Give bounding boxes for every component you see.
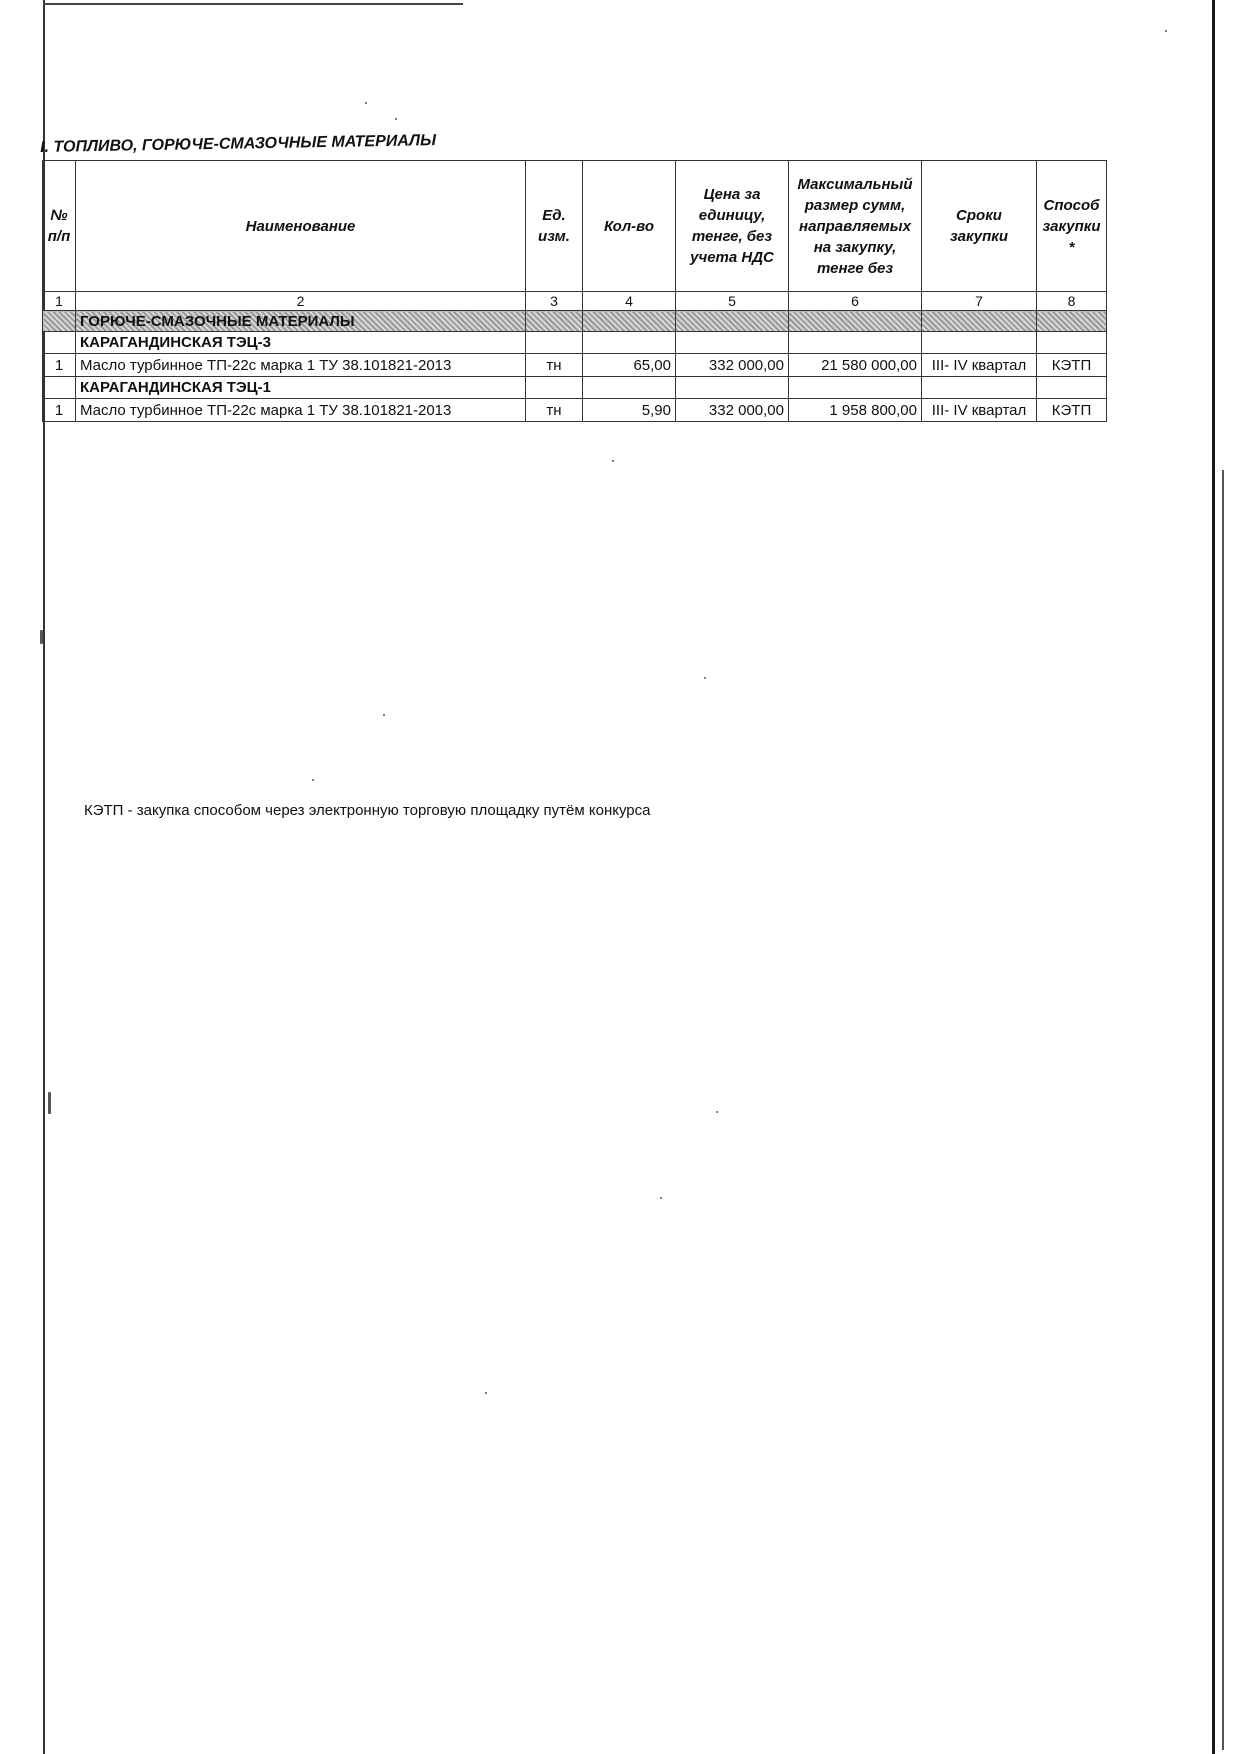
group-cell-empty	[526, 377, 583, 399]
group-cell-empty	[1037, 332, 1107, 354]
column-number: 4	[583, 292, 676, 311]
group-cell-empty	[922, 332, 1037, 354]
row-unit: тн	[526, 399, 583, 422]
scan-speck	[383, 714, 385, 716]
column-number-row	[43, 292, 1107, 311]
category-cell-empty	[1037, 311, 1107, 332]
row-terms: III- IV квартал	[922, 399, 1037, 422]
column-number: 2	[76, 292, 526, 311]
header-name: Наименование	[76, 161, 526, 292]
scan-speck	[660, 1197, 662, 1199]
row-max-sum: 21 580 000,00	[789, 354, 922, 377]
row-price: 332 000,00	[676, 399, 789, 422]
scan-speck	[716, 1111, 718, 1113]
procurement-table	[42, 160, 1107, 422]
header-max-sum: Максимальный размер сумм, направляемых на закупку, тенге без	[789, 161, 922, 292]
scan-speck	[395, 118, 397, 120]
row-max-sum: 1 958 800,00	[789, 399, 922, 422]
row-method: КЭТП	[1037, 399, 1107, 422]
header-qty: Кол-во	[583, 161, 676, 292]
table-header-row	[43, 161, 1107, 292]
category-cell-empty	[526, 311, 583, 332]
category-cell-empty	[583, 311, 676, 332]
header-num: № п/п	[43, 161, 76, 292]
scan-speck	[1165, 30, 1167, 32]
row-name: Масло турбинное ТП-22с марка 1 ТУ 38.101821-2013	[76, 399, 526, 422]
scan-speck	[704, 677, 706, 679]
group-cell-empty	[789, 332, 922, 354]
header-unit: Ед. изм.	[526, 161, 583, 292]
scan-speck	[312, 779, 314, 781]
row-qty: 5,90	[583, 399, 676, 422]
column-number: 1	[43, 292, 76, 311]
column-number: 3	[526, 292, 583, 311]
scan-speck	[612, 460, 614, 462]
group-cell-empty	[1037, 377, 1107, 399]
group-row	[43, 332, 1107, 354]
scan-mark	[40, 630, 43, 644]
group-cell-empty	[583, 377, 676, 399]
header-method: Способ закупки *	[1037, 161, 1107, 292]
scan-edge-right	[1212, 0, 1215, 1754]
group-name: КАРАГАНДИНСКАЯ ТЭЦ-3	[76, 332, 526, 354]
category-cell-empty	[676, 311, 789, 332]
row-unit: тн	[526, 354, 583, 377]
table-row	[43, 399, 1107, 422]
footnote: КЭТП - закупка способом через электронную торговую площадку путём конкурса	[84, 802, 651, 819]
group-row	[43, 377, 1107, 399]
section-title: I. ТОПЛИВО, ГОРЮЧЕ-СМАЗОЧНЫЕ МАТЕРИАЛЫ	[40, 132, 437, 156]
scan-mark	[48, 1092, 51, 1114]
table-row	[43, 354, 1107, 377]
column-number: 6	[789, 292, 922, 311]
group-cell-empty	[43, 377, 76, 399]
category-cell-empty	[922, 311, 1037, 332]
row-name: Масло турбинное ТП-22с марка 1 ТУ 38.101821-2013	[76, 354, 526, 377]
group-name: КАРАГАНДИНСКАЯ ТЭЦ-1	[76, 377, 526, 399]
scan-edge-right-inner	[1222, 470, 1224, 1750]
row-method: КЭТП	[1037, 354, 1107, 377]
group-cell-empty	[676, 332, 789, 354]
column-number: 5	[676, 292, 789, 311]
category-label: ГОРЮЧЕ-СМАЗОЧНЫЕ МАТЕРИАЛЫ	[76, 311, 526, 332]
header-price: Цена за единицу, тенге, без учета НДС	[676, 161, 789, 292]
category-cell-empty	[43, 311, 76, 332]
category-row	[43, 311, 1107, 332]
group-cell-empty	[526, 332, 583, 354]
group-cell-empty	[676, 377, 789, 399]
scan-speck	[485, 1392, 487, 1394]
category-cell-empty	[789, 311, 922, 332]
group-cell-empty	[922, 377, 1037, 399]
group-cell-empty	[789, 377, 922, 399]
row-num: 1	[43, 354, 76, 377]
group-cell-empty	[43, 332, 76, 354]
scan-edge-top	[43, 3, 463, 5]
column-number: 7	[922, 292, 1037, 311]
column-number: 8	[1037, 292, 1107, 311]
header-terms: Сроки закупки	[922, 161, 1037, 292]
row-num: 1	[43, 399, 76, 422]
scan-speck	[365, 102, 367, 104]
row-qty: 65,00	[583, 354, 676, 377]
group-cell-empty	[583, 332, 676, 354]
row-price: 332 000,00	[676, 354, 789, 377]
row-terms: III- IV квартал	[922, 354, 1037, 377]
